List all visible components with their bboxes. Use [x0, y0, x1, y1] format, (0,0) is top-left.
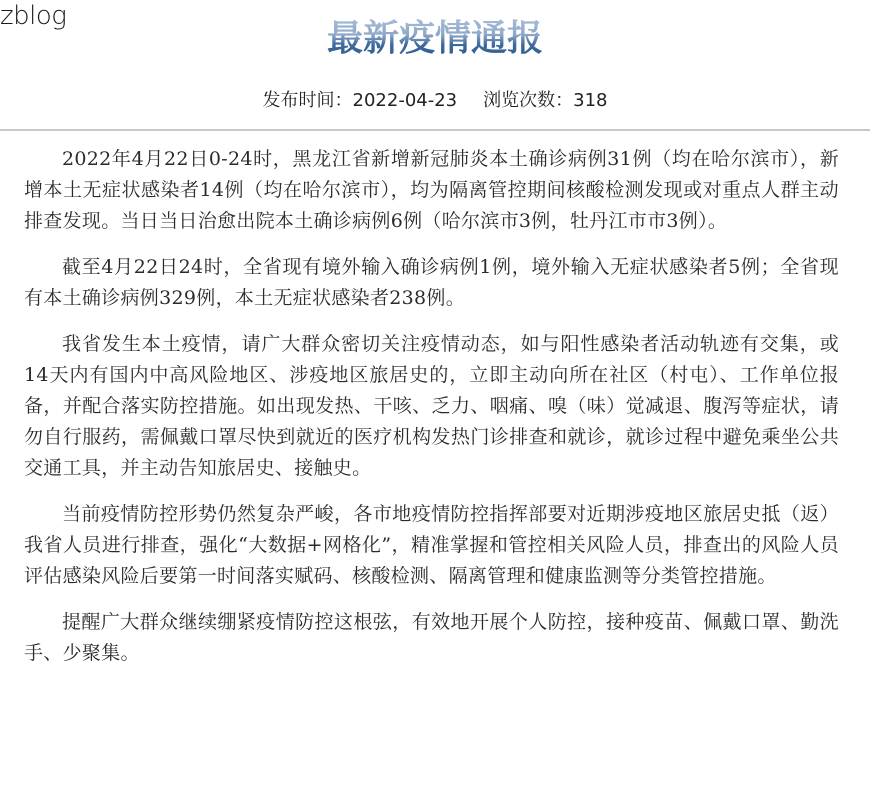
paragraph-cumulative-cases: 截至4月22日24时，全省现有境外输入确诊病例1例，境外输入无症状感染者5例；全省现有本土确诊病例329例，本土无症状感染者238例。	[24, 256, 839, 309]
article-header	[0, 0, 870, 131]
header-divider	[0, 129, 870, 131]
paragraph-control-measures: 当前疫情防控形势仍然复杂严峻，各市地疫情防控指挥部要对近期涉疫地区旅居史抵（返）我省人员进行排查，强化“大数据+网格化”，精准掌握和管控相关风险人员，排查出的风险人员评估感染风险后要第一时间落实赋码、核酸检测、隔离管理和健康监测等分类管控措施。	[24, 503, 839, 587]
article-body	[24, 144, 839, 684]
article-meta	[0, 87, 870, 115]
paragraph-reminder: 提醒广大群众继续绷紧疫情防控这根弦，有效地开展个人防控，接种疫苗、佩戴口罩、勤洗手、少聚集。	[24, 611, 839, 664]
paragraph-public-advice: 我省发生本土疫情，请广大群众密切关注疫情动态，如与阳性感染者活动轨迹有交集，或14天内有国内中高风险地区、涉疫地区旅居史的，立即主动向所在社区（村屯）、工作单位报备，并配合落实防控措施。如出现发热、干咳、乏力、咽痛、嗅（味）觉减退、腹泻等症状，请勿自行服药，需佩戴口罩尽快到就近的医疗机构发热门诊排查和就诊，就诊过程中避免乘坐公共交通工具，并主动告知旅居史、接触史。	[24, 333, 839, 479]
views-count: 318	[573, 90, 608, 111]
publish-date: 2022-04-23	[352, 90, 458, 111]
publish-label: 发布时间：	[262, 90, 353, 111]
page-title: 最新疫情通报	[0, 16, 870, 62]
views-label: 浏览次数：	[483, 90, 574, 111]
paragraph-daily-cases: 2022年4月22日0-24时，黑龙江省新增新冠肺炎本土确诊病例31例（均在哈尔滨市），新增本土无症状感染者14例（均在哈尔滨市），均为隔离管控期间核酸检测发现或对重点人群主动排查发现。当日当日治愈出院本土确诊病例6例（哈尔滨市3例，牡丹江市市3例）。	[24, 148, 839, 232]
